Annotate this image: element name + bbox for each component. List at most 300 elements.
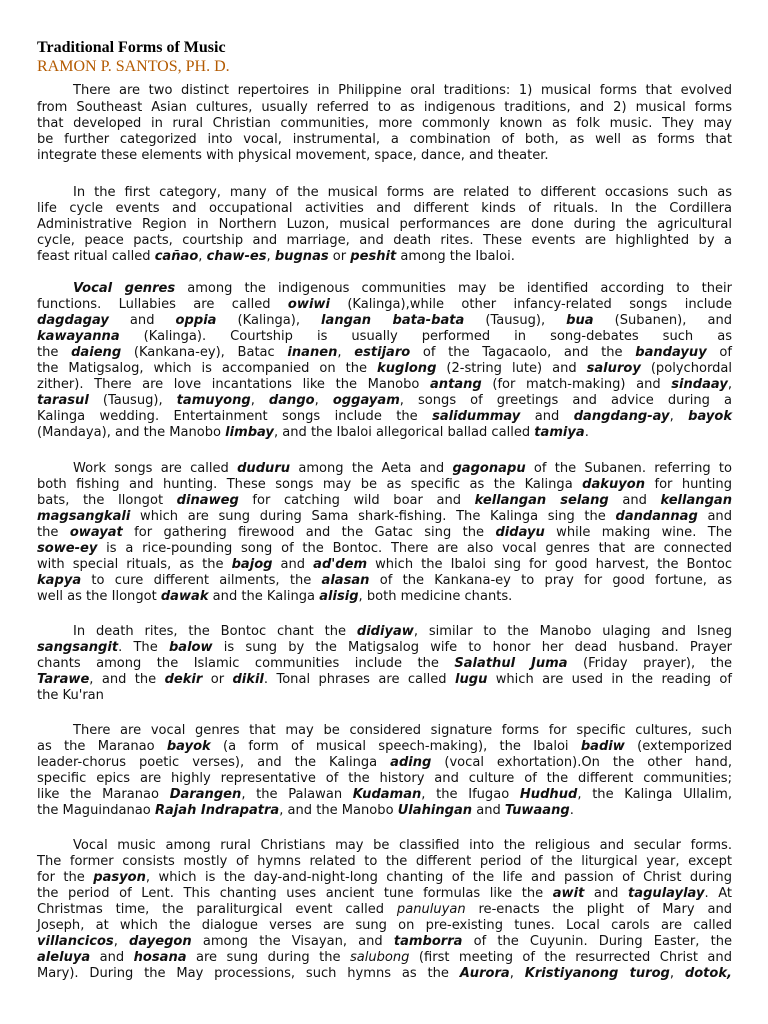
text-line [37,361,732,377]
text-line [37,249,732,265]
text-line [37,132,732,148]
text-segment: the [37,345,72,360]
text-line [37,329,732,345]
text-segment: , [509,966,525,981]
emphasized-term: Hudhud [519,787,578,802]
text-segment: , [337,345,355,360]
text-line [37,787,732,803]
term-wrapper [377,361,436,376]
text-segment: from Southeast Asian cultures, usually referred to as indigenous traditions, and 2) musical forms [37,100,732,115]
emphasized-term: saluroy [586,361,641,376]
text-segment: (Tausug), [464,313,567,328]
text-segment: . At [704,886,733,901]
emphasized-term: ading [390,755,432,770]
text-segment: , and the Manobo [279,803,398,818]
term-wrapper [566,313,593,328]
emphasized-term: chaw-es [206,249,267,264]
term-wrapper [37,509,130,524]
text-line [37,803,732,819]
text-segment: , [727,377,732,392]
emphasized-term: dikil [232,672,264,687]
text-segment: (Friday prayer), the [567,656,732,671]
text-segment: the Matigsalog, which is accompanied on the [37,361,378,376]
text-segment: The former consists mostly of hymns related to the different period of the liturgical year, except [37,854,732,869]
term-wrapper [432,409,520,424]
text-segment: and [272,557,314,572]
document-title: Traditional Forms of Music [37,39,226,56]
emphasized-term: didayu [495,525,545,540]
text-segment: , [198,249,207,264]
text-line [37,297,732,313]
text-line [37,393,732,409]
emphasized-term: peshit [350,249,397,264]
emphasized-term: bugnas [274,249,329,264]
emphasized-term: aleluya [37,950,91,965]
emphasized-term: dayegon [129,934,192,949]
text-line [37,461,732,477]
text-line [37,377,732,393]
text-segment: which are used in the reading of [487,672,732,687]
term-wrapper [685,966,732,981]
term-wrapper [628,886,704,901]
emphasized-term: dotok, [684,966,733,981]
term-wrapper [155,803,279,818]
term-wrapper [177,393,251,408]
text-segment: , [314,393,333,408]
text-line [37,557,732,573]
term-wrapper [232,672,263,687]
term-wrapper [520,787,577,802]
text-line [37,541,732,557]
text-line [37,902,732,918]
text-line [37,201,732,217]
term-wrapper [71,345,121,360]
emphasized-term: Vocal genres [73,281,176,296]
text-segment: (Kalinga). Courtship is usually performed in song-debates such as [119,329,732,344]
emphasized-term: bandayuy [635,345,707,360]
emphasized-term: kellangan selang [474,493,609,508]
term-wrapper [452,461,525,476]
text-line [37,950,732,966]
text-segment: (extemporized [624,739,732,754]
term-wrapper [167,739,211,754]
term-wrapper [93,870,146,885]
emphasized-term: dandannag [615,509,698,524]
text-segment: , the Palawan [241,787,353,802]
text-segment: of the Kankana-ey to pray for good fortune, as [369,573,732,588]
term-wrapper [495,525,544,540]
term-wrapper [177,493,239,508]
text-segment: Administrative Region in Northern Luzon, musical performances are done during the agricultural [37,217,732,232]
term-wrapper [70,525,123,540]
emphasized-term: hosana [133,950,187,965]
term-wrapper [237,461,290,476]
emphasized-term: Rajah Indrapatra [154,803,280,818]
text-line [37,640,732,656]
emphasized-term: inanen [287,345,338,360]
text-segment: and the Kalinga [208,589,320,604]
italic-term: panuluyan [396,902,466,917]
text-line [37,345,732,361]
emphasized-term: bayok [688,409,733,424]
emphasized-term: duduru [237,461,291,476]
text-line [37,525,732,541]
text-line [37,509,732,525]
term-wrapper [275,249,329,264]
text-line [37,148,732,164]
term-wrapper [688,409,732,424]
text-line [37,723,732,739]
emphasized-term: dinaweg [176,493,239,508]
text-segment: and [108,313,176,328]
text-segment: (2-string lute) and [436,361,587,376]
text-segment: life cycle events and occupational activities and different kinds of rituals. In the Cordillera [37,201,732,216]
text-segment: Vocal music among rural Christians may be classified into the religious and secular forms. [73,838,732,853]
emphasized-term: dangdang-ay [573,409,670,424]
text-segment: (Kankana-ey), Batac [121,345,288,360]
text-segment: and [90,950,134,965]
text-segment: zither). There are love incantations like the Manobo [37,377,430,392]
emphasized-term: bayok [166,739,211,754]
text-segment: chants among the Islamic communities include the [37,656,455,671]
text-segment: be further categorized into vocal, instrumental, a combination of both, as well as forms that [37,132,732,147]
text-segment: There are vocal genres that may be considered signature forms for specific cultures, such [73,723,732,738]
text-segment: cycle, peace pacts, courtship and marriage, and death rites. These events are highlighted by a [37,233,732,248]
term-wrapper [430,377,482,392]
text-segment: the period of Lent. This chanting uses ancient tune formulas like the [37,886,553,901]
term-wrapper [505,803,570,818]
text-segment: like the Maranao [37,787,170,802]
term-wrapper [232,557,273,572]
text-segment: (Mandaya), and the Manobo [37,425,226,440]
text-segment: of the Tagacaolo, and the [410,345,636,360]
text-segment: Work songs are called [73,461,238,476]
term-wrapper [350,249,396,264]
text-line [37,233,732,249]
term-wrapper [170,787,242,802]
term-wrapper [660,493,732,508]
text-segment: for hunting [645,477,732,492]
emphasized-term: Ulahingan [397,803,473,818]
term-wrapper [129,934,192,949]
text-segment: (Tausug), [88,393,177,408]
text-segment: (vocal exhortation).On the other hand, [431,755,732,770]
term-wrapper [321,313,464,328]
text-segment: , songs of greetings and advice during a [399,393,732,408]
emphasized-term: cañao [154,249,199,264]
text-line [37,688,732,704]
text-segment: . The [118,640,169,655]
term-wrapper [207,249,267,264]
emphasized-term: antang [429,377,482,392]
emphasized-term: magsangkali [37,509,131,524]
term-wrapper [671,377,728,392]
text-line [37,217,732,233]
text-line [37,739,732,755]
emphasized-term: pasyon [93,870,146,885]
text-segment: Joseph, at which the dialogue verses are sung on pre-existing tunes. Local carols are called [37,918,732,933]
text-segment: the Ku'ran [37,688,104,703]
term-wrapper [37,950,90,965]
text-segment: feast ritual called [37,249,155,264]
text-line [37,624,732,640]
text-line [37,672,732,688]
emphasized-term: tamborra [393,934,463,949]
text-segment: (polychordal [640,361,732,376]
emphasized-term: dagdagay [37,313,109,328]
emphasized-term: sindaay [671,377,728,392]
term-wrapper [287,345,337,360]
text-segment: , the Kalinga Ullalim, [577,787,732,802]
emphasized-term: alasan [321,573,370,588]
emphasized-term: Salathul Juma [454,656,568,671]
term-wrapper [354,345,410,360]
emphasized-term: dawak [160,589,209,604]
term-wrapper [37,672,89,687]
text-segment: for the [37,870,94,885]
term-wrapper [357,624,414,639]
text-segment: specific epics are highly representative of the history and culture of the different communities; [37,771,732,786]
text-line [37,573,732,589]
text-line [37,83,732,99]
text-segment: , the Ifugao [421,787,520,802]
text-segment: leader-chorus poetic verses), and the Kalinga [37,755,391,770]
text-line [37,281,732,297]
emphasized-term: owayat [69,525,123,540]
emphasized-term: salidummay [432,409,521,424]
text-segment: (Kalinga), [216,313,322,328]
emphasized-term: kapya [37,573,82,588]
text-segment: functions. Lullabies are called [37,297,288,312]
text-segment: , similar to the Manobo ulaging and Isneg [413,624,732,639]
emphasized-term: gagonapu [452,461,526,476]
text-segment: well as the Ilongot [37,589,161,604]
term-wrapper [454,656,567,671]
text-segment: while making wine. The [544,525,733,540]
emphasized-term: bua [566,313,594,328]
text-segment: among the Visayan, and [191,934,394,949]
text-segment: and [697,509,732,524]
text-segment: . [569,803,574,818]
emphasized-term: kuglong [377,361,437,376]
text-line [37,116,732,132]
text-segment: Christmas time, the paraliturgical event called [37,902,397,917]
term-wrapper [155,249,199,264]
emphasized-term: badiw [580,739,625,754]
emphasized-term: awit [552,886,585,901]
emphasized-term: tamiya [534,425,585,440]
text-segment: (a form of musical speech-making), the Ibaloi [210,739,581,754]
text-segment: , [669,409,689,424]
text-line [37,425,732,441]
term-wrapper [37,541,97,556]
term-wrapper [394,934,463,949]
emphasized-term: lugu [454,672,488,687]
emphasized-term: Tuwaang [504,803,570,818]
term-wrapper [615,509,697,524]
emphasized-term: ad'dem [313,557,368,572]
text-segment: , which is the day-and-night-long chanting of the life and passion of Christ during [145,870,732,885]
emphasized-term: Tarawe [37,672,90,687]
emphasized-term: sangsangit [37,640,119,655]
term-wrapper [176,313,217,328]
term-wrapper [475,493,609,508]
text-segment: for gathering firewood and the Gatac sing the [122,525,496,540]
text-segment: among the indigenous communities may be identified according to their [175,281,732,296]
text-segment: There are two distinct repertoires in Philippine oral traditions: 1) musical forms that evolved [73,83,732,98]
text-segment: that developed in rural Christian communities, more commonly known as folk music. They may [37,116,732,131]
text-line [37,771,732,787]
text-line [37,656,732,672]
text-segment: , [113,934,129,949]
text-segment: bats, the Ilongot [37,493,177,508]
term-wrapper [37,573,81,588]
text-segment: with special rituals, as the [37,557,232,572]
text-segment: In death rites, the Bontoc chant the [73,624,357,639]
text-line [37,477,732,493]
term-wrapper [134,950,187,965]
term-wrapper [165,672,203,687]
term-wrapper [635,345,706,360]
emphasized-term: oggayam [332,393,400,408]
term-wrapper [581,739,625,754]
text-line [37,100,732,116]
text-segment: is a rice-pounding song of the Bontoc. There are also vocal genres that are connected [97,541,732,556]
text-segment: . [584,425,589,440]
term-wrapper [574,409,670,424]
emphasized-term: kellangan [660,493,733,508]
emphasized-term: langan bata-bata [321,313,465,328]
text-segment: (for match-making) and [481,377,672,392]
term-wrapper [333,393,400,408]
term-wrapper [553,886,585,901]
emphasized-term: oppia [175,313,217,328]
text-segment: . Tonal phrases are called [263,672,455,687]
emphasized-term: tamuyong [176,393,251,408]
term-wrapper [37,329,120,344]
text-segment: as the Maranao [37,739,167,754]
term-wrapper [525,966,670,981]
text-segment: both fishing and hunting. These songs may be as specific as the Kalinga [37,477,583,492]
text-segment: which are sung during Sama shark-fishing. The Kalinga sing the [130,509,616,524]
emphasized-term: dekir [164,672,203,687]
text-segment: and [520,409,574,424]
emphasized-term: Darangen [169,787,242,802]
emphasized-term: bajog [231,557,273,572]
text-line [37,838,732,854]
text-segment: re-enacts the plight of Mary and [465,902,732,917]
text-line [37,886,732,902]
term-wrapper [319,589,358,604]
text-segment: , [250,393,269,408]
text-segment: is sung by the Matigsalog wife to honor her dead husband. Prayer [212,640,732,655]
term-wrapper [582,477,645,492]
text-line [37,870,732,886]
text-segment: Mary). During the May processions, such hymns as the [37,966,460,981]
term-wrapper [225,425,274,440]
text-segment: Kalinga wedding. Entertainment songs include the [37,409,433,424]
term-wrapper [455,672,487,687]
document-author: RAMON P. SANTOS, PH. D. [37,58,230,75]
text-line [37,409,732,425]
emphasized-term: alisig [319,589,359,604]
text-segment: among the Ibaloi. [396,249,515,264]
text-segment: of the Cuyunin. During Easter, the [462,934,733,949]
emphasized-term: Kudaman [352,787,422,802]
text-segment: and [584,886,629,901]
text-segment: which the Ibaloi sing for good harvest, the Bontoc [367,557,732,572]
emphasized-term: kawayanna [37,329,120,344]
text-segment: the [37,525,70,540]
text-segment: , and the [89,672,165,687]
text-line [37,854,732,870]
text-segment: , both medicine chants. [358,589,513,604]
text-segment: to cure different ailments, the [81,573,322,588]
emphasized-term: Aurora [459,966,510,981]
term-wrapper [398,803,472,818]
emphasized-term: villancicos [37,934,114,949]
term-wrapper [37,640,118,655]
text-segment: (Subanen), and [593,313,732,328]
emphasized-term: Kristiyanong turog [524,966,670,981]
emphasized-term: dakuyon [582,477,646,492]
text-segment: (Kalinga),while other infancy-related songs include [329,297,732,312]
term-wrapper [37,393,89,408]
text-segment: or [202,672,233,687]
text-line [37,755,732,771]
emphasized-term: daieng [71,345,122,360]
term-wrapper [37,934,114,949]
emphasized-term: balow [168,640,213,655]
text-line [37,185,732,201]
term-wrapper [169,640,213,655]
term-wrapper [313,557,367,572]
term-wrapper [460,966,510,981]
emphasized-term: tagulaylay [628,886,705,901]
text-segment: among the Aeta and [290,461,453,476]
term-wrapper [390,755,431,770]
emphasized-term: didiyaw [356,624,414,639]
emphasized-term: owiwi [287,297,330,312]
text-segment: for catching wild boar and [238,493,475,508]
term-wrapper [37,313,109,328]
text-segment: , [669,966,685,981]
text-line [37,493,732,509]
term-wrapper [587,361,641,376]
term-wrapper [288,297,330,312]
term-wrapper [73,281,175,296]
italic-term: salubong [349,950,410,965]
text-segment: and [472,803,505,818]
term-wrapper [534,425,584,440]
text-segment: and [608,493,661,508]
text-segment: of [706,345,732,360]
emphasized-term: sowe-ey [37,541,98,556]
text-segment: In the first category, many of the musical forms are related to different occasions such as [73,185,732,200]
text-line [37,313,732,329]
text-segment: (first meeting of the resurrected Christ and [409,950,732,965]
term-wrapper [161,589,209,604]
text-line [37,966,732,982]
text-segment: or [328,249,351,264]
term-wrapper [322,573,370,588]
text-segment: of the Subanen. referring to [525,461,732,476]
emphasized-term: limbay [225,425,274,440]
text-segment: , [266,249,275,264]
text-line [37,918,732,934]
term-wrapper [353,787,422,802]
emphasized-term: tarasul [37,393,89,408]
